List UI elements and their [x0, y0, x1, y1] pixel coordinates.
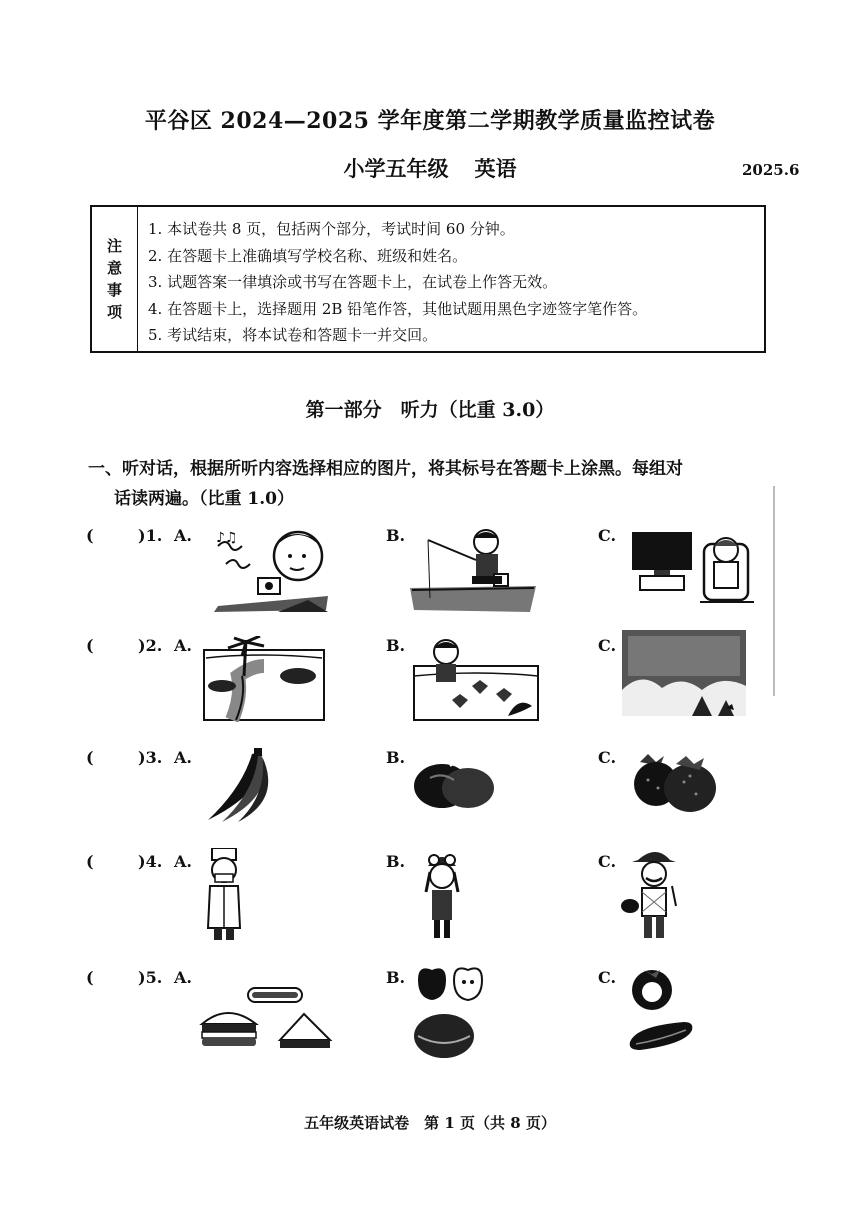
option-c-label: C.: [598, 748, 617, 767]
question-label: ( )3.: [86, 748, 163, 767]
notice-item: 1. 本试卷共 8 页，包括两个部分，考试时间 60 分钟。: [148, 220, 515, 238]
grade-label: 小学五年级: [343, 156, 449, 181]
notice-item: 3. 试题答案一律填涂或书写在答题卡上，在试卷上作答无效。: [148, 273, 558, 291]
option-a-label: A.: [174, 748, 192, 767]
listening-to-music-icon: [208, 526, 338, 612]
question-row: [86, 526, 786, 626]
question-label: ( )4.: [86, 852, 163, 871]
notice-item: 2. 在答题卡上准确填写学校名称、班级和姓名。: [148, 246, 468, 265]
option-b-label: B.: [386, 968, 406, 987]
exam-subtitle: [0, 153, 860, 183]
apple-watermelon-icon: [412, 964, 492, 1060]
option-b-label: B.: [386, 748, 406, 767]
instruction-line: 话读两遍。（比重 1.0）: [114, 489, 294, 509]
forest-scene-icon: [622, 630, 746, 718]
river-palm-tree-icon: [202, 636, 326, 722]
answer-blank[interactable]: (: [86, 748, 94, 767]
notice-heading: 注 意 事 项: [92, 207, 138, 351]
autumn-leaves-icon: [412, 636, 540, 722]
exam-title: 平谷区 2024—2025 学年度第二学期教学质量监控试卷: [144, 108, 716, 134]
question-label: ( )1.: [86, 526, 163, 545]
option-a-label: A.: [174, 526, 192, 545]
svg-text:♪♫: ♪♫: [216, 530, 238, 546]
notice-items: [148, 216, 647, 349]
answer-blank[interactable]: (: [86, 852, 94, 871]
exam-date: 2025.6: [742, 161, 800, 179]
watching-tv-icon: [630, 526, 754, 606]
option-b-label: B.: [386, 526, 406, 545]
question-row: [86, 968, 786, 1068]
notice-item: 4. 在答题卡上，选择题用 2B 铅笔作答，其他试题用黑色字迹签字笔作答。: [148, 299, 648, 318]
question-label: ( )2.: [86, 636, 163, 655]
section-title: 第一部分 听力（比重 3.0）: [305, 399, 555, 421]
page-footer: 五年级英语试卷 第 1 页（共 8 页）: [304, 1114, 556, 1132]
subject-label: 英语: [474, 156, 517, 181]
bananas-icon: [202, 748, 282, 824]
question-label: ( )5.: [86, 968, 163, 987]
notice-box: [90, 205, 766, 353]
answer-blank[interactable]: (: [86, 968, 94, 987]
option-b-label: B.: [386, 636, 406, 655]
peaches-icon: [410, 758, 496, 810]
notice-item: 5. 考试结束，将本试卷和答题卡一并交回。: [148, 326, 438, 344]
pilot-icon: [420, 850, 464, 942]
answer-blank[interactable]: (: [86, 636, 94, 655]
farmer-icon: [620, 846, 684, 942]
answer-blank[interactable]: (: [86, 526, 94, 545]
option-a-label: A.: [174, 852, 192, 871]
question-row: [86, 852, 786, 952]
instruction: [88, 454, 788, 514]
fishing-icon: [410, 526, 536, 612]
option-a-label: A.: [174, 968, 192, 987]
question-row: [86, 636, 786, 736]
strawberries-icon: [626, 752, 722, 814]
option-c-label: C.: [598, 852, 617, 871]
question-row: [86, 748, 786, 848]
option-c-label: C.: [598, 526, 617, 545]
doctor-icon: [202, 848, 246, 942]
option-a-label: A.: [174, 636, 192, 655]
tomato-cucumber-icon: [626, 964, 698, 1060]
burger-hotdog-sandwich-icon: [198, 984, 338, 1050]
option-c-label: C.: [598, 968, 617, 987]
instruction-line: 一、听对话，根据所听内容选择相应的图片，将其标号在答题卡上涂黑。每组对: [88, 459, 683, 479]
option-c-label: C.: [598, 636, 617, 655]
option-b-label: B.: [386, 852, 406, 871]
